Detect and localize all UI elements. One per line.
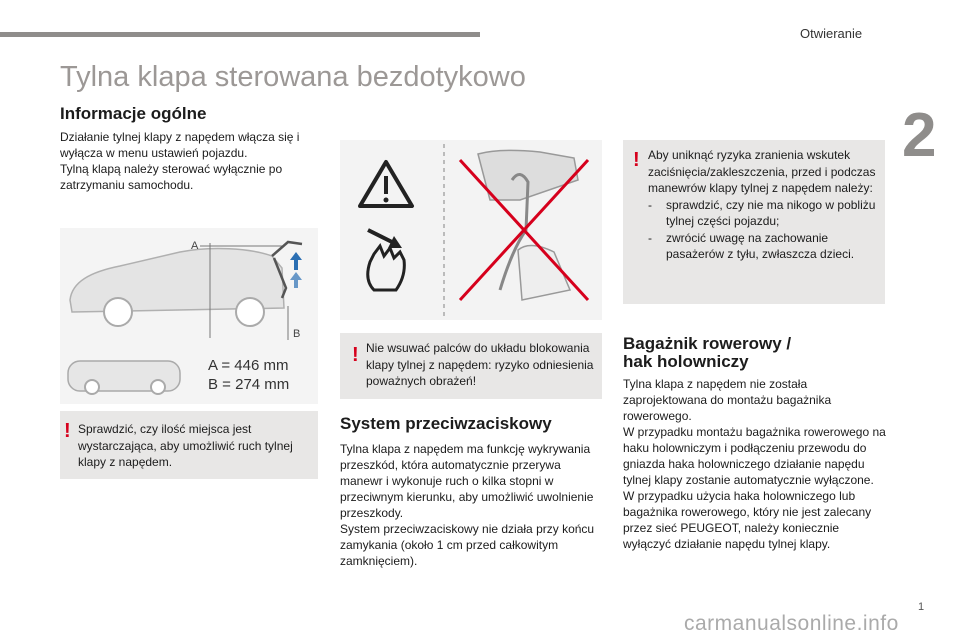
watermark: carmanualsonline.info — [684, 612, 899, 635]
list-item-text: zwrócić uwagę na zachowanie pasażerów z tyłu, zwłaszcza dzieci. — [666, 230, 855, 261]
page-number: 1 — [918, 601, 925, 613]
list-dash: - — [648, 230, 652, 245]
space-warning-box — [60, 411, 318, 479]
chapter-number: 2 — [902, 101, 937, 170]
dimension-label-b: B — [293, 328, 301, 340]
dimension-b-value: B = 274 mm — [208, 376, 290, 393]
finger-pinch-illustration — [340, 140, 602, 320]
general-info-heading: Informacje ogólne — [60, 104, 207, 123]
warning-icon: ! — [352, 344, 359, 366]
chapter-name: Otwieranie — [800, 26, 863, 41]
bike-rack-paragraph: Tylna klapa z napędem nie została zaprojektowana do montażu bagażnika rowerowego. — [623, 377, 832, 423]
anti-pinch-heading: System przeciwzaciskowy — [340, 414, 552, 433]
general-info-paragraph: Tylną klapą należy sterować wyłącznie po zatrzymaniu samochodu. — [60, 162, 283, 192]
page-title: Tylna klapa sterowana bezdotykowo — [60, 61, 526, 93]
injury-warning-intro: Aby uniknąć ryzyka zranienia wskutek zaciśnięcia/zakleszczenia, przed i podczas manewrów klapy tylnej z napędem należy: — [648, 148, 876, 195]
general-info-paragraph: Działanie tylnej klapy z napędem włącza się i wyłącza w menu ustawień pojazdu. — [60, 130, 300, 160]
finger-warning-text: Nie wsuwać palców do układu blokowania klapy tylnej z napędem: ryzyko odniesienia poważnych obrażeń! — [366, 341, 594, 388]
bike-rack-paragraph: W przypadku montażu bagażnika rowerowego na haku holowniczym i podłączeniu przewodu do gniazda haka holowniczego działanie napędu tylnej klapy zostanie automatycznie wyłączone. — [623, 425, 886, 487]
bike-rack-heading-line2: hak holowniczy — [623, 352, 749, 371]
injury-warning-box — [623, 140, 885, 304]
general-info-text — [60, 129, 310, 193]
finger-warning-box — [340, 333, 602, 399]
dimension-a-value: A = 446 mm — [208, 357, 289, 374]
bike-rack-heading — [623, 335, 791, 371]
bike-rack-paragraph: W przypadku użycia haka holowniczego lub bagażnika rowerowego, który nie jest zalecany przez sieć PEUGEOT, należy koniecznie wyłączyć działanie napędu tylnej klapy. — [623, 489, 872, 551]
warning-icon: ! — [633, 149, 640, 171]
car-dimensions-illustration — [60, 228, 318, 404]
bike-rack-text — [623, 376, 887, 552]
warning-icon: ! — [64, 420, 71, 442]
list-item — [648, 197, 878, 230]
bike-rack-heading-line1: Bagażnik rowerowy / — [623, 334, 792, 353]
anti-pinch-paragraph: System przeciwzaciskowy nie działa przy końcu zamykania (około 1 cm przed całkowitym zamknięciem). — [340, 522, 595, 568]
anti-pinch-text — [340, 441, 602, 569]
header-bar — [0, 32, 480, 37]
space-warning-text: Sprawdzić, czy ilość miejsca jest wystarczająca, aby umożliwić ruch tylnej klapy z napędem. — [78, 422, 293, 469]
injury-warning-content — [648, 147, 878, 263]
anti-pinch-paragraph: Tylna klapa z napędem ma funkcję wykrywania przeszkód, która automatycznie przerywa manewr i wykonuje ruch o kilka stopni w przeciwnym kierunku, aby umożliwić uwolnienie przeszkody. — [340, 442, 594, 520]
list-item-text: sprawdzić, czy nie ma nikogo w pobliżu tylnej części pojazdu; — [666, 197, 876, 228]
hand-warning-icon — [340, 140, 602, 320]
list-item — [648, 230, 878, 263]
dimension-label-a: A — [191, 240, 199, 252]
list-dash: - — [648, 197, 652, 212]
